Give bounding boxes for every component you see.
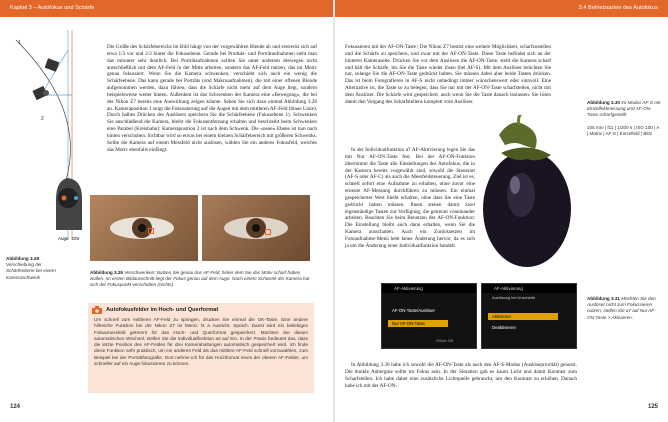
body-paragraph: Fokussieren mit der AF-ON-Taste | Die Nikon Z7 besitzt eine weitere Möglichkeit, scharfzustellen und die Schärfe zu speichern, und zwar mit der AF-ON-Taste. Diese Taste befindet sich an der hinteren Kameraseite. Drücken Sie vor dem Auslösen die AF-ON-Taste, stellt die Kamera scharf und hält die Schärfe, bis Sie die Taste wieder lösen (bei AF-S). Mit dem Auslöser belichten Sie nur, solange Sie die AF-ON-Taste gedrückt halten. Sie müssen dabei aber beide Tasten drücken. Das ist beim Fotografieren in AF-S nicht unbedingt immer wünschenswert oder sinnvoll. Eine Alternative ist, die Taste so zu belegen, dass Sie nur mit der AF-ON-Taste scharfstellen, nicht mit dem Auslöser. Die Schärfe wird gespeichert, auch wenn Sie die Taste danach loslassen. Sie lösen damit den Vorgang des Scharfstellens komplett vom Auslöser.: [345, 44, 551, 105]
right-page: [335, 0, 668, 422]
figure-caption-331: [587, 296, 661, 321]
figure-number: Abbildung 3.28: [6, 256, 39, 261]
left-header-bar: [0, 0, 333, 17]
right-body-text: [345, 44, 551, 108]
camera-menu-screen-2: [481, 283, 577, 349]
svg-text:2: 2: [41, 116, 44, 122]
body-paragraph: Die Größe des Schärfebereichs im Bild hängt von der vorgewählten Blende ab und erstreckt sich auf etwa 1/3 vor und 2/3 hinter die Fokusebene. Gerade bei Produkt- und Porträtaufnahmen sieht man das mitunter sehr deutlich. Bei Porträtaufnahmen sollten Sie unter anderem deswegen nicht ausschließlich mit dem AF-Feld in der Mitte arbeiten, sondern das AF-Feld nutzen, das im Motiv genau fokussiert. Wenn Sie die Kamera schwenken, verschiebt sich auch ein wenig die Schärfeebene. Das kann gerade bei Porträts (und Makroaufnahmen), die mit einer offenen Blende aufgenommen werden, dazu führen, dass die Schärfe nicht mehr auf dem Auge liegt, sondern beispielsweise weiter hinten. Außerdem ist das Schwenken der Kamera eine »Bewegung«, die bei der Nikon Z7 bereits eine Auswirkung zeigen könnte. Sehen Sie sich dazu einmal Abbildung 3.28 an. Kameraposition 1 zeigt die Fokussierung auf die Augen mit dem mittleren AF-Feld (blaue Linie). Durch halbes Drücken des Auslösers speichern Sie die Schärfeebene (Fokusebene 1). Schwenken Sie anschließend die Kamera, bleibt die Fokusentfernung erhalten und beschreibt beim Schwenken eine Parabel (Kreisbahn): Kameraposition 2 ist nach dem Schwenk. Die »neue« Ebene ist nun nach hinten verschoben. Sichtbar wird so etwas bei einem kleinen Schärfebereich mit größeren Schwenks. Sollte die Kamera auf einem Messfeld nicht auslösen, wählen Sie ein anderes Fokusfeld, welches das Motiv ebenfalls einfängt.: [107, 44, 317, 153]
menu-item-selected[interactable]: Aktivieren: [488, 313, 558, 320]
body-paragraph: In der Individualfunktion a7 AF-Aktivierung legen Sie das mit Nur AF-ON-Taste fest. Bei der AF-ON-Funktion übernimmt die Taste alle Einstellungen des Autofokus, die in der Kamera bereits vorgewählt sind, sowohl die Steuerart (AF-S oder AF-C) als auch die Messfeldsteuerung. Ziel ist es, schnell sofort eine Aufnahme zu erhalten, ohne zuvor eine erneute AF-Messung durchführen zu müssen. Ein einmal gespeicherter Wert bleibt erhalten, ohne dass Sie eine Taste gedrückt halten müssen. Ihnen stehen damit zwei eigenständige Tasten zur Verfügung, die getrennt voneinander arbeiten. Beachten Sie beim Benutzen der AF-ON-Funktion: Die Einstellung bleibt auch dann erhalten, wenn Sie die Kamera ausschalten. Auch ein Zurücksetzen im Fotoaufnahme-Menü hebt keine Änderung hervor, da es sich ja um die Änderung einer Individualfunktion handelt.: [345, 147, 475, 249]
section-title: 3.4 Betriebsarten des Autofokus: [578, 5, 658, 11]
exif-info: 105 mm | f11 | 1/200 s | ISO 100 | A | Matrix | AF-S | Einzelfeld | Blitz: [587, 124, 660, 136]
left-page: [0, 0, 333, 422]
eye-photo-left: [90, 195, 198, 261]
menu-title: AF-Aktivierung: [382, 284, 476, 293]
menu-item-selected[interactable]: Nur AF-ON-Taste: [388, 320, 448, 327]
eggplant-photo: [475, 115, 578, 271]
figure-caption-text: Verschwenken: Nutzen Sie genau das AF-Feld, hinter dem Sie das Motiv scharf haben wollen. Im ersten Bildausschnitt liegt der Fokus genau auf dem Auge. Nach einem Schwenk der Kamera hat sich der Fokuspunkt verschoben (rechts).: [90, 270, 310, 288]
figure-caption-text: Im Modus AF-S mit Einzelfeldmessung und AF-ON-Taste scharfgestellt: [587, 100, 661, 118]
body-paragraph: In Abbildung 3.30 habe ich sowohl die AF-ON-Taste als auch den AF-S-Modus (Auslösepriorität) genutzt. Die dunkle Aubergine sollte im Fokus sein. In der Situation gab es kaum Licht und damit Kontrast zum Scharfstellen. Ich habe daher eine zusätzliche Lichtquelle gebraucht, um den Kontrast zu erhöhen. Danach habe ich mit der AF-ON-: [345, 362, 577, 389]
menu-item[interactable]: Deaktivieren: [492, 325, 516, 330]
figure-caption-329: [90, 270, 314, 289]
menu-footer: OSdrv OK: [436, 339, 454, 343]
menu-title: AF-Aktivierung: [482, 284, 576, 293]
svg-text:1: 1: [18, 40, 21, 46]
camera-menu-screen-1: [381, 283, 477, 349]
right-body-text-2: [345, 147, 475, 252]
figure-number: Abbildung 3.30: [587, 100, 620, 105]
eye-photo-right: [202, 195, 310, 261]
page-number: 125: [647, 404, 658, 410]
figure-number: Abbildung 3.29: [90, 270, 123, 275]
right-header-bar: [335, 0, 668, 17]
info-box-text: Um schnell zum mittleren AF-Feld zu springen, drücken Sie einmal die OK-Taste. Eine andere hilfreiche Funktion bei der Nikon Z7 ist Menü: f4 a Ausricht. Speich. Damit wird ein beliebiges Fokusmessfeld getrennt für das Hoch- und Querformat gespeichert. Möchten Sie diesen automatischen Wechsel, stellen Sie die Individualfunktion a4 auf Ein. In der Praxis bedeutet das, dass die letzte Position des AF-Feldes für drei Kamerahaltungen automatisch gespeichert wird. Ich finde diese Funktion sehr praktisch, um ein anderes Feld als das mittlere AF-Feld schnell vorzuwählen, zum Beispiel bei der Porträtfotografie. Dort nehme ich für das Hochformat eines der oberen AF-Felder, um schneller auf ein Auge fokussieren zu können.: [94, 317, 308, 366]
page-number: 124: [10, 404, 21, 410]
focus-plane-diagram: [6, 30, 96, 250]
info-box: [88, 303, 314, 393]
menu-item[interactable]: AF-ON-Taste/Auslöser: [392, 308, 435, 313]
figure-caption-330: [587, 100, 661, 137]
figure-caption-328: [6, 256, 64, 281]
chapter-title: Kapitel 3 – Autofokus und Schärfe: [10, 5, 95, 11]
figure-number: Abbildung 3.31: [587, 296, 620, 301]
ear-label: Ohr: [72, 236, 80, 241]
eye-label: Auge: [58, 236, 69, 241]
camera-tip-icon: [92, 306, 102, 314]
right-body-text-3: [345, 362, 577, 391]
info-box-title: Autofokusfelder im Hoch- und Querformat: [106, 307, 219, 313]
menu-subtitle: Auslösung bei Unschärfe: [492, 295, 536, 300]
figure-caption-text: Möchten Sie den Auslöser nicht zum Fokussieren nutzen, stellen Sie a7 auf Nur AF-ON-Taste > Aktivieren.: [587, 296, 656, 320]
left-body-text: [107, 44, 317, 156]
figure-caption-text: Verschiebung der Schärfeebene bei einem Kameraschwenk: [6, 262, 56, 280]
